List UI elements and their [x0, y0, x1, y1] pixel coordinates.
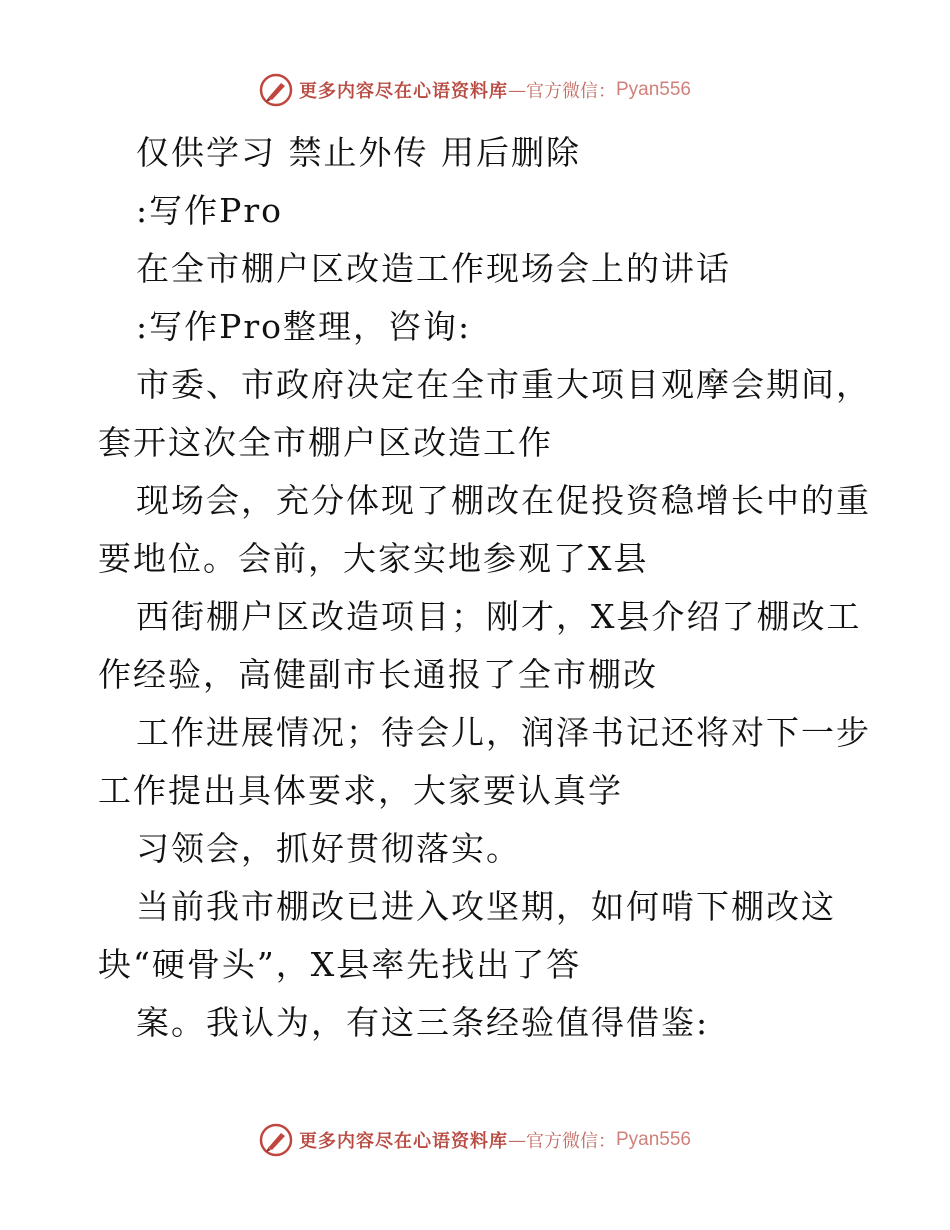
- paragraph-line: 工作提出具体要求，大家要认真学: [98, 771, 623, 810]
- document-title: 在全市棚户区改造工作现场会上的讲话: [136, 249, 731, 288]
- paragraph-line: 工作进展情况；待会儿，润泽书记还将对下一步: [136, 713, 871, 752]
- banner-wechat-label: 官方微信：: [525, 81, 616, 102]
- paragraph-line: 当前我市棚改已进入攻坚期，如何啃下棚改这: [136, 887, 836, 926]
- paragraph-line: 习领会，抓好贯彻落实。: [136, 829, 521, 868]
- paragraph-line: 套开这次全市棚户区改造工作: [98, 423, 553, 462]
- paragraph-line: 现场会，充分体现了棚改在促投资稳增长中的重: [136, 481, 871, 520]
- banner-separator: —: [507, 1129, 526, 1151]
- banner-separator: —: [507, 79, 526, 101]
- banner-wechat-id: Pyan556: [615, 79, 691, 100]
- document-body: [98, 124, 898, 1052]
- paragraph-line: 作经验，高健副市长通报了全市棚改: [98, 655, 658, 694]
- footer-watermark-banner: [0, 1120, 950, 1160]
- banner-title: 更多内容尽在心语资料库: [298, 1131, 508, 1152]
- pen-logo-icon: [259, 73, 293, 107]
- source-note-line: :写作Pro整理，咨询:: [136, 307, 472, 346]
- header-watermark-banner: [0, 70, 950, 110]
- paragraph-line: 块“硬骨头”，X县率先找出了答: [98, 945, 582, 984]
- paragraph-line: 市委、市政府决定在全市重大项目观摩会期间，: [136, 365, 871, 404]
- banner-title: 更多内容尽在心语资料库: [298, 81, 508, 102]
- pen-logo-icon: [259, 1123, 293, 1157]
- banner-wechat-label: 官方微信：: [525, 1131, 616, 1152]
- notice-line: 仅供学习 禁止外传 用后删除: [136, 133, 581, 172]
- paragraph-line: 要地位。会前，大家实地参观了X县: [98, 539, 649, 578]
- paragraph-line: 西街棚户区改造项目；刚才，X县介绍了棚改工: [136, 597, 862, 636]
- paragraph-line: 案。我认为，有这三条经验值得借鉴:: [136, 1003, 710, 1042]
- source-line: :写作Pro: [136, 191, 283, 230]
- banner-wechat-id: Pyan556: [615, 1129, 691, 1150]
